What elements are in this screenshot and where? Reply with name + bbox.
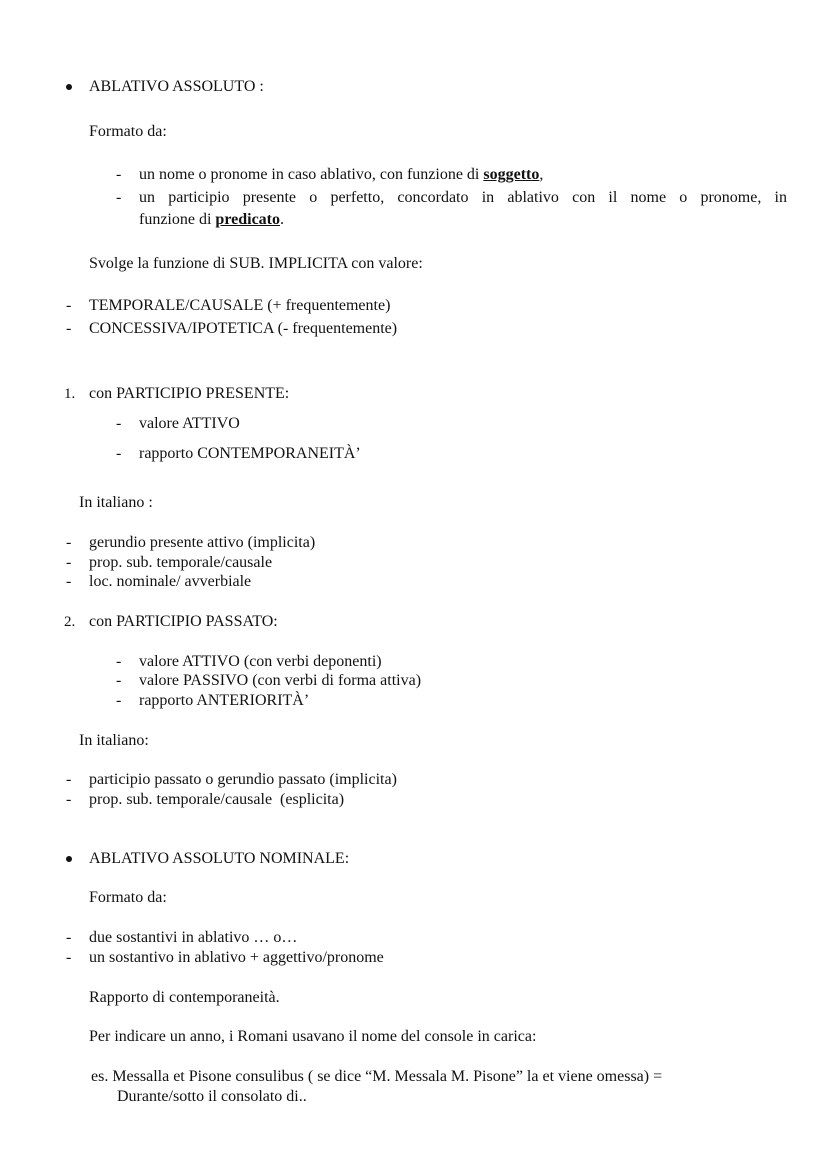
list-item-continuation (139, 210, 284, 230)
list-dash: - (66, 554, 72, 571)
list-item: valore ATTIVO (139, 415, 240, 432)
list-item: due sostantivi in ablativo … o… (89, 929, 298, 946)
subsection-heading: con PARTICIPIO PRESENTE: (89, 385, 290, 402)
list-dash: - (66, 320, 72, 337)
item-text: , (539, 166, 544, 183)
list-dash: - (116, 692, 122, 709)
list-item: prop. sub. temporale/causale (89, 554, 273, 571)
list-dash: - (116, 445, 122, 462)
list-dash: - (116, 653, 122, 670)
list-item: rapporto ANTERIORITÀ’ (139, 692, 310, 709)
italian-label: In italiano : (79, 494, 153, 511)
item-text: funzione di (139, 211, 216, 228)
list-dash: - (66, 771, 72, 788)
list-dash: - (116, 166, 122, 183)
section-heading: ABLATIVO ASSOLUTO NOMINALE: (89, 850, 350, 867)
list-item: rapporto CONTEMPORANEITÀ’ (139, 445, 361, 462)
section-heading: ABLATIVO ASSOLUTO : (89, 78, 264, 95)
list-item: gerundio presente attivo (implicita) (89, 534, 316, 551)
list-item: prop. sub. temporale/causale (esplicita) (89, 791, 345, 808)
list-item: un sostantivo in ablativo + aggettivo/pronome (89, 949, 384, 966)
list-item: TEMPORALE/CAUSALE (+ frequentemente) (89, 297, 391, 314)
item-text: un nome o pronome in caso ablativo, con funzione di (139, 166, 484, 183)
list-dash: - (66, 534, 72, 551)
list-item: loc. nominale/ avverbiale (89, 573, 252, 590)
bullet-dot (66, 856, 72, 862)
list-item: valore PASSIVO (con verbi di forma attiva) (139, 672, 422, 689)
subsection-heading: con PARTICIPIO PASSATO: (89, 613, 278, 630)
list-dash: - (116, 415, 122, 432)
formed-by-label: Formato da: (89, 123, 167, 140)
function-intro: Svolge la funzione di SUB. IMPLICITA con valore: (89, 255, 423, 272)
list-item: valore ATTIVO (con verbi deponenti) (139, 653, 382, 670)
item-emphasis: soggetto (483, 166, 540, 183)
italian-label: In italiano: (79, 732, 149, 749)
item-emphasis: predicato (215, 211, 281, 228)
example-line: Durante/sotto il consolato di.. (117, 1088, 307, 1105)
list-item: CONCESSIVA/IPOTETICA (- frequentemente) (89, 320, 398, 337)
list-dash: - (66, 297, 72, 314)
list-dash: - (66, 791, 72, 808)
example-line: es. Messalla et Pisone consulibus ( se dice “M. Messala M. Pisone” la et viene omessa) = (91, 1068, 663, 1085)
bullet-dot (66, 84, 72, 90)
list-number: 2. (64, 614, 76, 630)
list-dash: - (66, 949, 72, 966)
list-item: participio passato o gerundio passato (implicita) (89, 771, 397, 788)
formed-by-label: Formato da: (89, 889, 167, 906)
list-dash: - (116, 189, 122, 206)
list-dash: - (116, 672, 122, 689)
year-note: Per indicare un anno, i Romani usavano il nome del console in carica: (89, 1028, 537, 1045)
relation-note: Rapporto di contemporaneità. (89, 989, 280, 1006)
list-number: 1. (64, 386, 76, 402)
list-dash: - (66, 929, 72, 946)
list-item (139, 165, 543, 185)
list-dash: - (66, 573, 72, 590)
item-text: . (280, 211, 285, 228)
list-item: un participio presente o perfetto, concordato in ablativo con il nome o pronome, in (139, 189, 787, 206)
